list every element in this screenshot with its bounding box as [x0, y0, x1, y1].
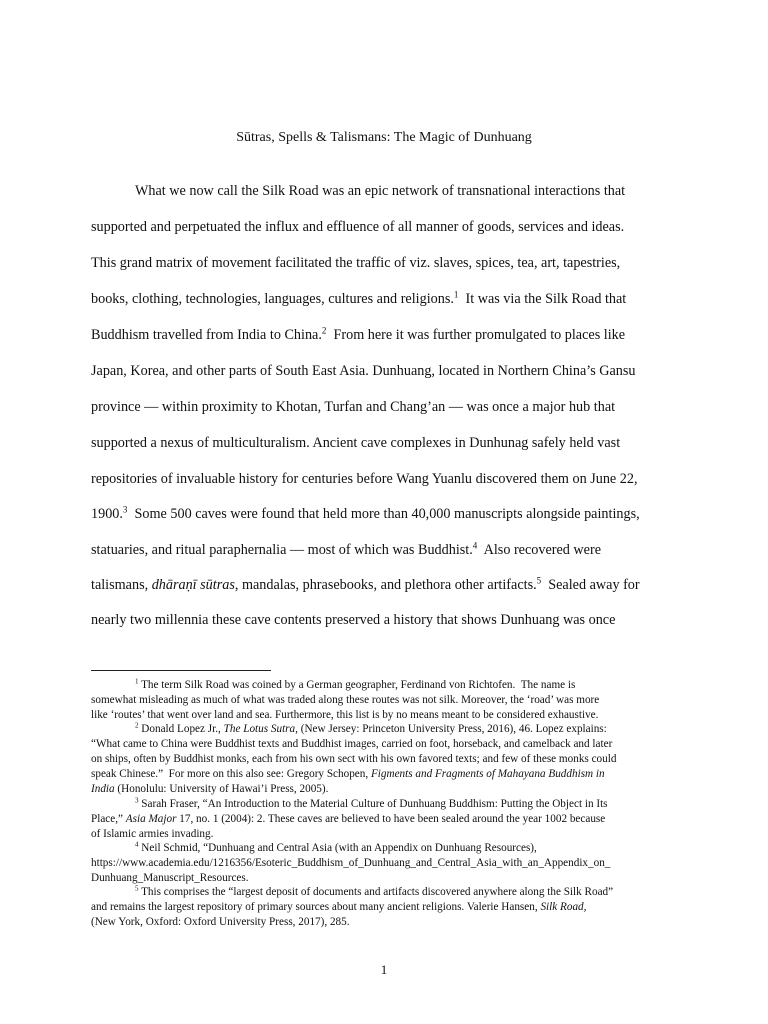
footnote-number-1: 1	[135, 677, 139, 686]
footnote-text: Place,”	[91, 813, 126, 825]
footnote-5-line-3: (New York, Oxford: Oxford University Press, 2017), 285.	[91, 916, 350, 928]
page-number: 1	[380, 962, 388, 977]
footnote-number-3: 3	[135, 796, 139, 805]
footnote-text: Neil Schmid, “Dunhuang and Central Asia (with an Appendix on Dunhuang Resources),	[138, 842, 537, 854]
footnote-italic: The Lotus Sutra	[223, 723, 296, 735]
body-line-5	[91, 326, 625, 344]
body-line-2: supported and perpetuated the influx and effluence of all manner of goods, services and ideas.	[91, 219, 625, 235]
body-text: books, clothing, technologies, languages, cultures and religions.	[91, 291, 454, 307]
footnote-4-url: https://www.academia.edu/1216356/Esoteric_Buddhism_of_Dunhuang_and_Central_Asia_with_an_Appendix_on_	[91, 857, 611, 869]
body-text: From here it was further promulgated to places like	[326, 327, 626, 343]
body-line-1: What we now call the Silk Road was an epic network of transnational interactions that	[135, 183, 626, 199]
footnote-ref-4: 4	[472, 540, 478, 551]
footnote-5-line-2	[91, 900, 586, 914]
body-line-4	[91, 290, 626, 308]
footnote-text: and remains the largest repository of primary sources about many ancient religions. Valerie Hansen,	[91, 901, 541, 913]
footnote-3-line-2	[91, 812, 605, 826]
footnote-separator	[91, 670, 271, 671]
footnote-italic: Figments and Fragments of Mahayana Buddhism in	[370, 768, 605, 780]
body-line-13: nearly two millennia these cave contents preserved a history that shows Dunhuang was once	[91, 612, 616, 628]
body-italic-term: dhāraṇī sūtras	[151, 577, 235, 593]
body-text: 1900.	[91, 506, 123, 522]
footnote-number-2: 2	[135, 721, 139, 730]
footnote-ref-2: 2	[321, 325, 327, 336]
body-line-6: Japan, Korea, and other parts of South East Asia. Dunhuang, located in Northern China’s Gansu	[91, 363, 636, 379]
footnote-3-line-3: of Islamic armies invading.	[91, 828, 214, 840]
body-text: It was via the Silk Road that	[458, 291, 627, 307]
footnote-number-5: 5	[135, 884, 139, 893]
body-text: Buddhism travelled from India to China.	[91, 327, 322, 343]
footnote-4-line-3: Dunhuang_Manuscript_Resources.	[91, 872, 249, 884]
footnote-text: Donald Lopez Jr.,	[138, 723, 224, 735]
body-text: talismans,	[91, 577, 152, 593]
footnote-4-line-1	[135, 841, 537, 855]
body-text: statuaries, and ritual paraphernalia — most of which was Buddhist.	[91, 542, 473, 558]
body-text: Sealed away for	[541, 577, 640, 593]
footnote-2-line-5	[91, 782, 328, 796]
footnote-2-line-4	[91, 767, 605, 781]
footnote-3-line-1	[135, 797, 608, 811]
footnote-text: (Honolulu: University of Hawai’i Press, 2005).	[114, 783, 329, 795]
footnote-number-4: 4	[135, 840, 139, 849]
footnote-italic: Asia Major	[125, 813, 177, 825]
body-line-7: province — within proximity to Khotan, Turfan and Chang’an — was once a major hub that	[91, 399, 616, 415]
footnote-5-line-1	[135, 885, 613, 899]
footnote-ref-3: 3	[122, 504, 128, 515]
footnote-text: The term Silk Road was coined by a German geographer, Ferdinand von Richtofen. The name is	[138, 679, 576, 691]
footnote-2-line-2: “What came to China were Buddhist texts and Buddhist images, carried on foot, horseback, and camelback and later	[91, 738, 613, 750]
body-line-9: repositories of invaluable history for centuries before Wang Yuanlu discovered them on June 22,	[91, 471, 638, 487]
body-line-3: This grand matrix of movement facilitated the traffic of viz. slaves, spices, tea, art, tapestries,	[91, 255, 621, 271]
footnote-text: , (New Jersey: Princeton University Press, 2016), 46. Lopez explains:	[295, 723, 607, 735]
body-line-8: supported a nexus of multiculturalism. Ancient cave complexes in Dunhunag safely held vast	[91, 435, 621, 451]
footnote-1-line-3: like ‘routes’ that went over land and sea. Furthermore, this list is by no means meant to be considered exhaustive.	[91, 709, 599, 721]
footnote-2-line-3: on ships, often by Buddhist monks, each from his own sect with his own favored texts; and few of these monks could	[91, 753, 617, 765]
footnote-text: This comprises the “largest deposit of documents and artifacts discovered anywhere along the Silk Road”	[138, 886, 614, 898]
body-line-12	[91, 576, 640, 594]
footnote-text: 17, no. 1 (2004): 2. These caves are believed to have been sealed around the year 1002 because	[176, 813, 606, 825]
body-text: Some 500 caves were found that held more than 40,000 manuscripts alongside paintings,	[127, 506, 640, 522]
footnote-1-line-2: somewhat misleading as much of what was traded along these routes was not silk. Moreover, the ‘road’ was more	[91, 694, 600, 706]
body-line-10	[91, 505, 640, 523]
footnote-ref-5: 5	[536, 575, 542, 586]
footnote-1-line-1	[135, 678, 575, 692]
footnote-text: Sarah Fraser, “An Introduction to the Material Culture of Dunhuang Buddhism: Putting the Object in Its	[138, 798, 608, 810]
body-text: , mandalas, phrasebooks, and plethora other artifacts.	[234, 577, 537, 593]
body-line-11	[91, 541, 601, 559]
footnote-2-line-1	[135, 722, 607, 736]
footnote-italic: Silk Road,	[540, 901, 587, 913]
document-title: Sūtras, Spells & Talismans: The Magic of Dunhuang	[236, 130, 532, 145]
footnote-italic: India	[91, 783, 115, 795]
footnote-ref-1: 1	[453, 289, 459, 300]
footnote-text: speak Chinese.” For more on this also see: Gregory Schopen,	[91, 768, 371, 780]
body-text: Also recovered were	[477, 542, 601, 558]
